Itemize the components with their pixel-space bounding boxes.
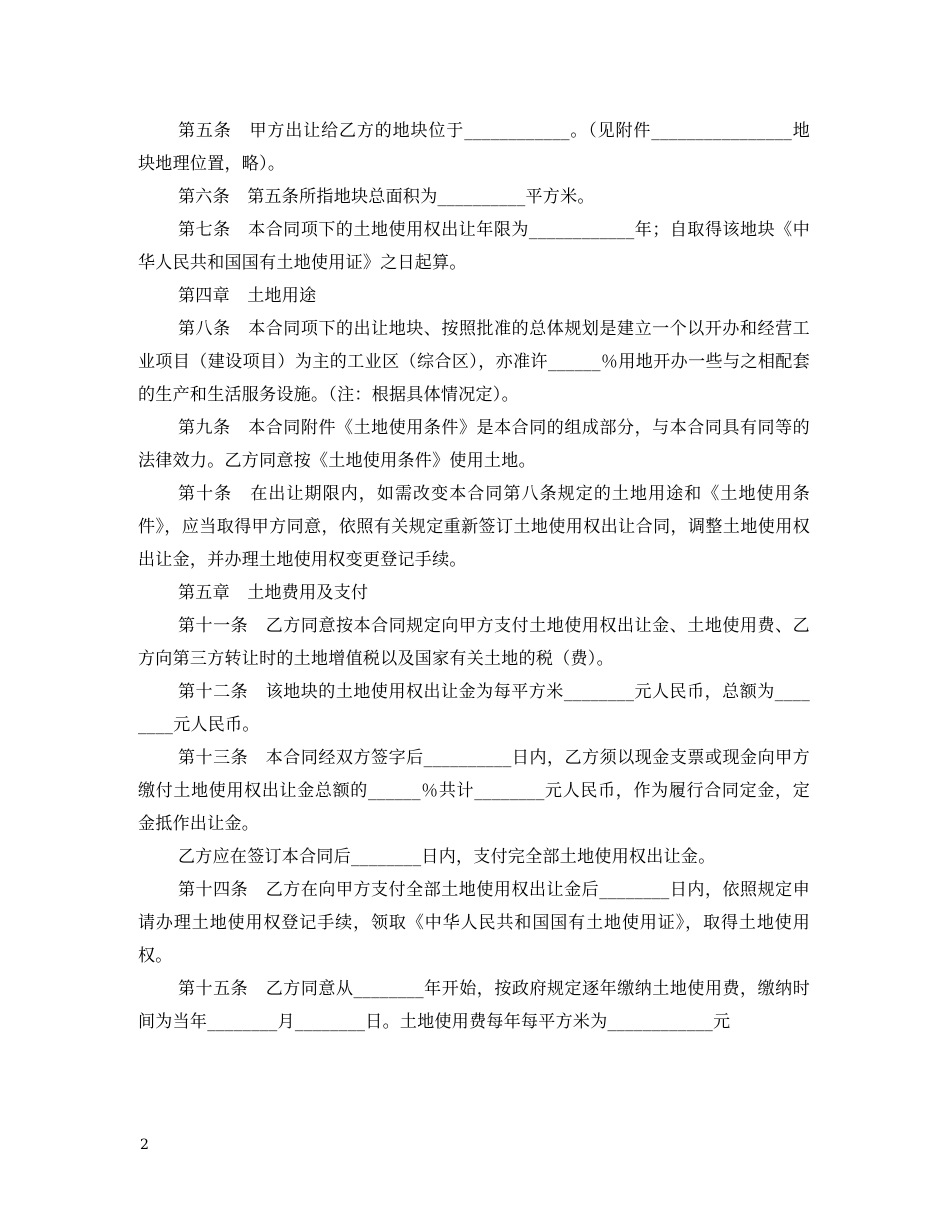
article-13-continuation-paragraph: 乙方应在签订本合同后________日内，支付完全部土地使用权出让金。 <box>178 847 716 867</box>
article-5-paragraph: 第五条 甲方出让给乙方的地块位于____________。（见附件________________地块地理位置，略）。 <box>138 121 810 174</box>
article-9-paragraph: 第九条 本合同附件《土地使用条件》是本合同的组成部分，与本合同具有同等的法律效力。乙方同意按《土地使用条件》使用土地。 <box>138 418 810 471</box>
article-13-paragraph: 第十三条 本合同经双方签字后__________日内，乙方须以现金支票或现金向甲方缴付土地使用权出让金总额的______％共计________元人民币，作为履行合同定金，定金抵作出让金。 <box>138 748 810 834</box>
article-11-paragraph: 第十一条 乙方同意按本合同规定向甲方支付土地使用权出让金、土地使用费、乙方向第三方转让时的土地增值税以及国家有关土地的税（费）。 <box>138 616 810 669</box>
article-12-paragraph: 第十二条 该地块的土地使用权出让金为每平方米________元人民币，总额为________元人民币。 <box>138 682 810 735</box>
article-8-paragraph: 第八条 本合同项下的出让地块、按照批准的总体规划是建立一个以开办和经营工业项目（建设项目）为主的工业区（综合区），亦准许______％用地开办一些与之相配套的生产和生活服务设施。（注：根据具体情况定）。 <box>138 319 810 405</box>
article-14-paragraph: 第十四条 乙方在向甲方支付全部土地使用权出让金后________日内，依照规定申请办理土地使用权登记手续，领取《中华人民共和国国有土地使用证》，取得土地使用权。 <box>138 880 810 966</box>
article-10-paragraph: 第十条 在出让期限内，如需改变本合同第八条规定的土地用途和《土地使用条件》，应当取得甲方同意，依照有关规定重新签订土地使用权出让合同，调整土地使用权出让金，并办理土地使用权变更登记手续。 <box>138 484 810 570</box>
article-6-paragraph: 第六条 第五条所指地块总面积为__________平方米。 <box>178 187 595 207</box>
chapter-4-heading: 第四章 土地用途 <box>178 286 317 306</box>
page-number: 2 <box>140 1137 149 1153</box>
document-body <box>138 115 810 1039</box>
article-15-paragraph: 第十五条 乙方同意从________年开始，按政府规定逐年缴纳土地使用费，缴纳时间为当年________月________日。土地使用费每年每平方米为____________元 <box>138 979 810 1032</box>
chapter-5-heading: 第五章 土地费用及支付 <box>178 583 369 603</box>
article-7-paragraph: 第七条 本合同项下的土地使用权出让年限为____________年；自取得该地块《中华人民共和国国有土地使用证》之日起算。 <box>138 220 810 273</box>
